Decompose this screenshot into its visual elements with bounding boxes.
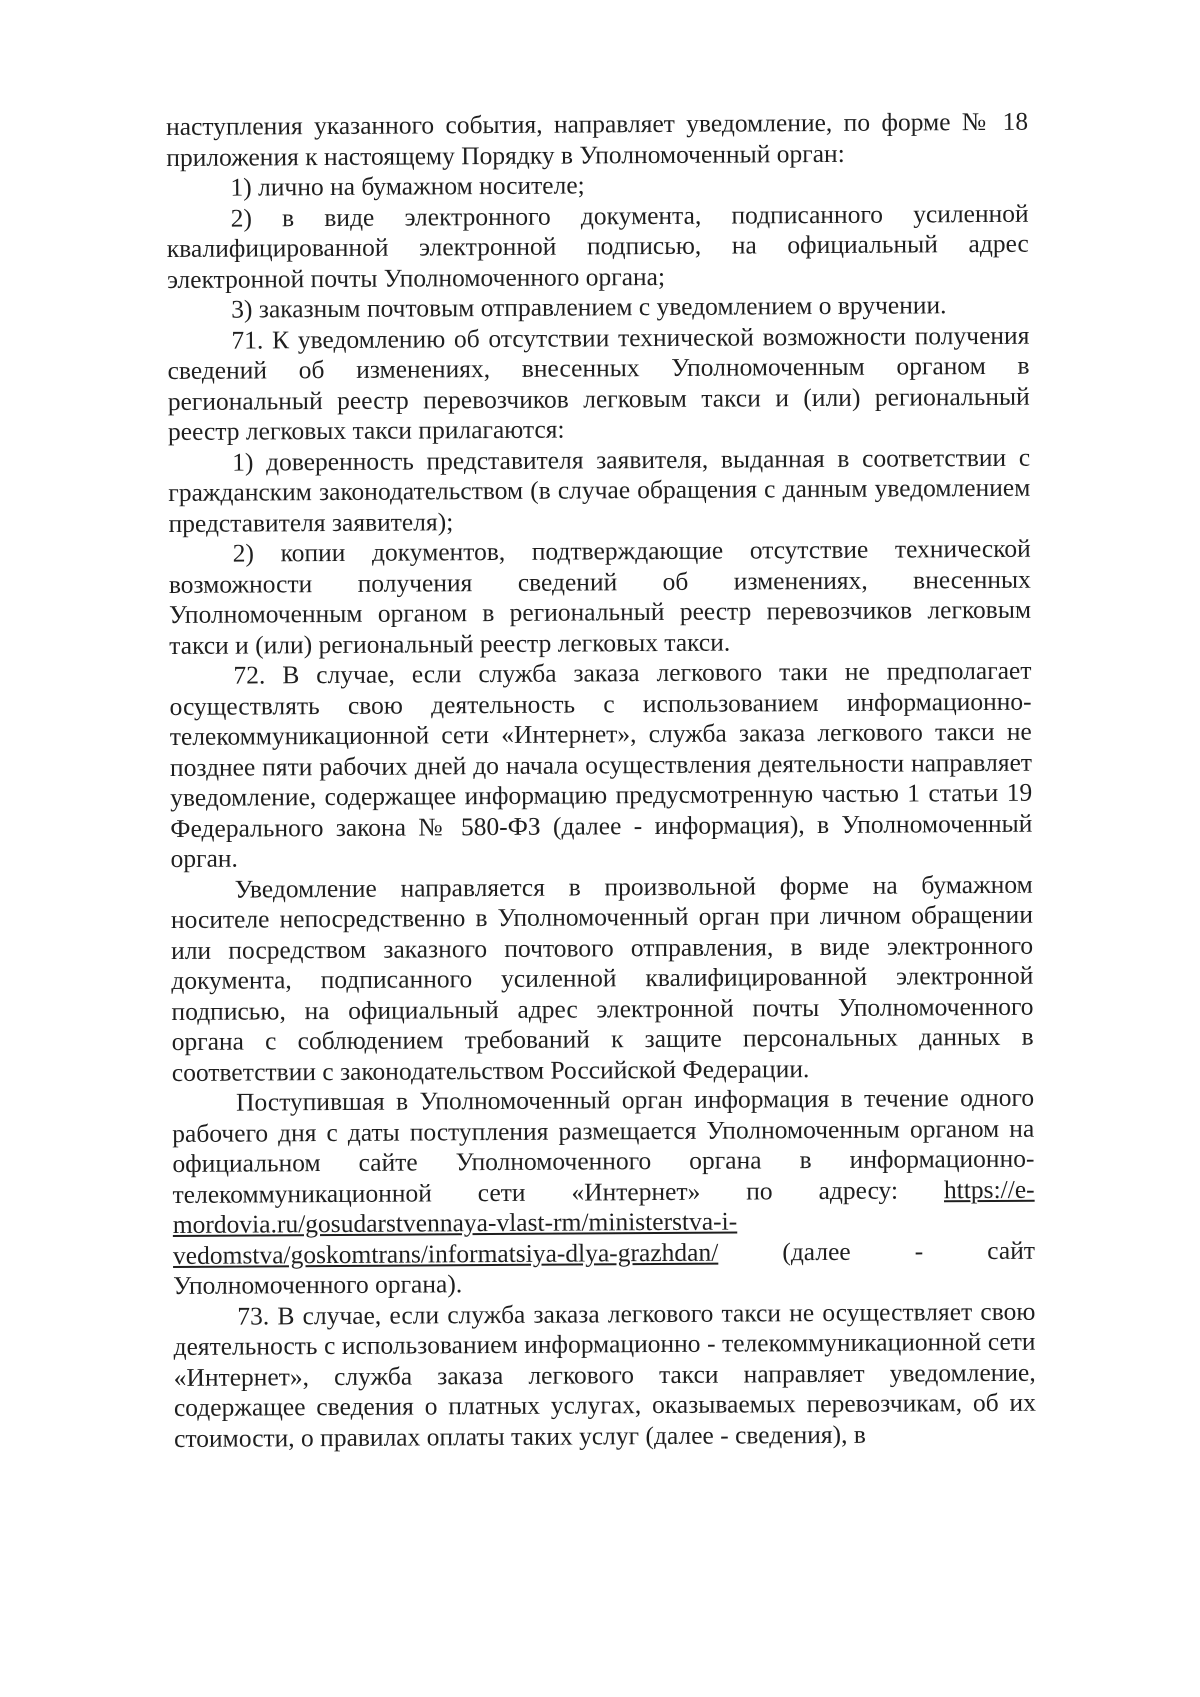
site-text-before: Поступившая в Уполномоченный орган информация в течение одного рабочего дня с даты поступления размещается Уполномоченным органом на официальном сайте Уполномоченного органа в информационно-телекоммуникационной сети «Интернет» по адресу: — [172, 1082, 1035, 1209]
paragraph-site-publication — [172, 1083, 1035, 1302]
list-item-document-copies: 2) копии документов, подтверждающие отсутствие технической возможности получения сведений об изменениях, внесенных Уполномоченным органом в региональный реестр перевозчиков легковым такси и (или) региональный реестр легковых такси. — [168, 533, 1032, 660]
list-item-electronic: 2) в виде электронного документа, подписанного усиленной квалифицированной электронной подписью, на официальный адрес электронной почты Уполномоченного органа; — [166, 198, 1029, 294]
paragraph-intro: наступления указанного события, направляет уведомление, по форме № 18 приложения к настоящему Порядку в Уполномоченный орган: — [166, 106, 1029, 172]
paragraph-72: 72. В случае, если служба заказа легкового таки не предполагает осуществлять свою деятельность с использованием информационно-телекоммуникационной сети «Интернет», служба заказа легкового такси не позднее пяти рабочих дней до начала осуществления деятельности направляет уведомление, содержащее информацию предусмотренную частью 1 статьи 19 Федерального закона № 580-ФЗ (далее - информация), в Уполномоченный орган. — [169, 655, 1033, 873]
site-text-after: (далее - сайт Уполномоченного органа). — [173, 1235, 1036, 1300]
list-item-in-person: 1) лично на бумажном носителе; — [230, 170, 585, 202]
paragraph-73: 73. В случае, если служба заказа легкового такси не осуществляет свою деятельность с использованием информационно - телекоммуникационной сети «Интернет», служба заказа легкового такси направляет уведомление, содержащее сведения о платных услугах, оказываемых перевозчикам, об их стоимости, о правилах оплаты таких услуг (далее - сведения), в — [173, 1296, 1036, 1453]
list-item-registered-mail: 3) заказным почтовым отправлением с уведомлением о вручении. — [231, 290, 947, 324]
site-url-link[interactable]: https://e-mordovia.ru/gosudarstvennaya-vlast-rm/ministerstva-i-vedomstva/goskomtrans/informatsiya-dlya-grazhdan/ — [172, 1174, 1035, 1270]
document-page — [166, 107, 1036, 1454]
list-item-power-of-attorney: 1) доверенность представителя заявителя, выданная в соответствии с гражданским законодательством (в случае обращения с данным уведомлением представителя заявителя); — [168, 442, 1031, 538]
paragraph-notification-form: Уведомление направляется в произвольной форме на бумажном носителе непосредственно в Уполномоченный орган при личном обращении или посредством заказного почтового отправления, в виде электронного документа, подписанного усиленной квалифицированной электронной подписью, на официальный адрес электронной почты Уполномоченного органа с соблюдением требований к защите персональных данных в соответствии с законодательством Российской Федерации. — [170, 869, 1034, 1087]
paragraph-71: 71. К уведомлению об отсутствии технической возможности получения сведений об изменениях, внесенных Уполномоченным органом в региональный реестр перевозчиков легковым такси и (или) региональный реестр легковых такси прилагаются: — [167, 320, 1030, 446]
